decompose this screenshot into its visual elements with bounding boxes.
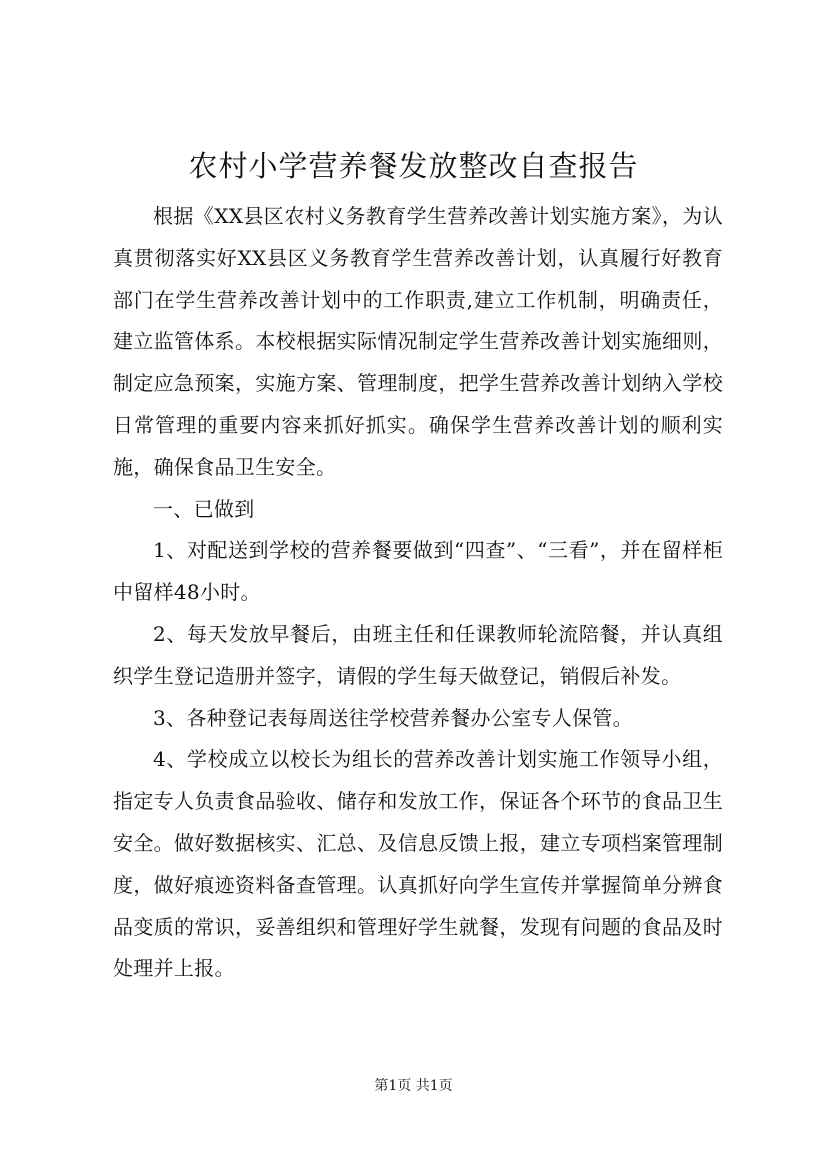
- paragraph-intro: 根据《XX县区农村义务教育学生营养改善计划实施方案》，为认真贯彻落实好XX县区义务教育学生营养改善计划，认真履行好教育部门在学生营养改善计划中的工作职责,建立工作机制，明确责任，建立监管体系。本校根据实际情况制定学生营养改善计划实施细则，制定应急预案，实施方案、管理制度，把学生营养改善计划纳入学校日常管理的重要内容来抓好抓实。确保学生营养改善计划的顺利实施，确保食品卫生安全。: [113, 204, 723, 479]
- paragraph-item-4: 4、学校成立以校长为组长的营养改善计划实施工作领导小组，指定专人负责食品验收、储存和发放工作，保证各个环节的食品卫生安全。做好数据核实、汇总、及信息反馈上报，建立专项档案管理制度，做好痕迹资料备查管理。认真抓好向学生宣传并掌握简单分辨食品变质的常识，妥善组织和管理好学生就餐，发现有问题的食品及时处理并上报。: [113, 747, 723, 981]
- section-heading-done: 一、已做到: [153, 496, 255, 521]
- paragraph-item-3: 3、各种登记表每周送往学校营养餐办公室专人保管。: [153, 705, 633, 730]
- paragraph-item-2: 2、每天发放早餐后，由班主任和任课教师轮流陪餐，并认真组织学生登记造册并签字，请假的学生每天做登记，销假后补发。: [113, 621, 723, 688]
- document-body: [113, 196, 723, 990]
- document-title: 农村小学营养餐发放整改自查报告: [188, 149, 639, 183]
- page-number-footer: 第1页 共1页: [374, 1078, 453, 1094]
- paragraph-item-1: 1、对配送到学校的营养餐要做到“四查”、“三看”，并在留样柜中留样48小时。: [113, 538, 723, 605]
